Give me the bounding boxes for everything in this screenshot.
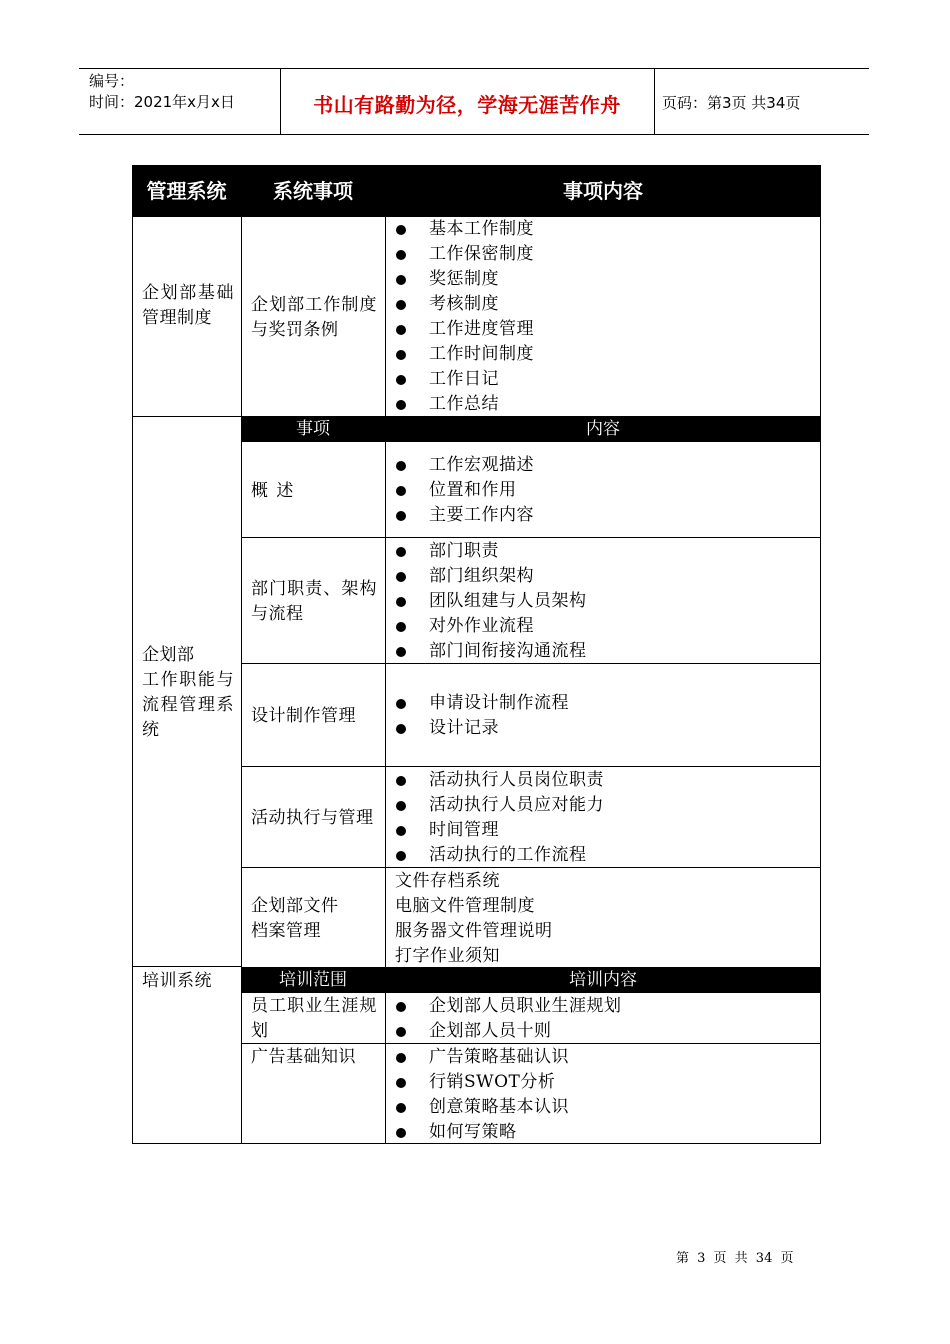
item-file-archive (251, 894, 377, 944)
item-line: 档案管理 (251, 921, 321, 941)
column-divider (385, 993, 386, 1144)
list-item: 团队组建与人员架构 (395, 589, 587, 614)
table-border-right (820, 165, 821, 1144)
column-divider (385, 442, 386, 967)
list-item: 位置和作用 (395, 478, 534, 503)
archive-list (395, 869, 553, 969)
list-item: 活动执行人员岗位职责 (395, 768, 604, 793)
column-divider (241, 217, 242, 1144)
list-item: 主要工作内容 (395, 503, 534, 528)
list-item: 企划部人员职业生涯规划 (395, 994, 622, 1019)
list-item: 电脑文件管理制度 (395, 896, 535, 916)
design-list (395, 691, 569, 741)
header-motto: 书山有路勤为径，学海无涯苦作舟 (313, 93, 621, 117)
list-item: 工作总结 (395, 392, 534, 417)
row-divider (241, 537, 821, 538)
system-training: 培训系统 (142, 971, 212, 991)
item-career-planning: 员工职业生涯规划 (251, 996, 377, 1041)
list-item: 工作宏观描述 (395, 453, 534, 478)
item-duties-structure: 部门职责、架构与流程 (251, 579, 377, 624)
item-design-management: 设计制作管理 (251, 706, 356, 726)
list-item: 考核制度 (395, 292, 534, 317)
list-item: 活动执行人员应对能力 (395, 793, 604, 818)
list-item: 工作日记 (395, 367, 534, 392)
list-item: 工作进度管理 (395, 317, 534, 342)
list-item: 打字作业须知 (395, 946, 500, 966)
subheader-item: 事项 (296, 419, 330, 439)
document-number-label: 编号： (89, 72, 135, 90)
subheader-training-scope: 培训范围 (279, 970, 347, 990)
row-divider (241, 766, 821, 767)
list-item: 工作时间制度 (395, 342, 534, 367)
list-item: 行销SWOT分析 (395, 1070, 569, 1095)
item-line: 企划部文件 (251, 896, 339, 916)
item-overview: 概 述 (251, 481, 294, 501)
document-date: 时间：2021年x月x日 (89, 93, 235, 111)
row-divider (132, 416, 241, 417)
system-line: 企划部 (142, 645, 195, 665)
page-footer: 第 3 页 共 34 页 (676, 1251, 794, 1266)
list-item: 文件存档系统 (395, 871, 500, 891)
list-item: 奖惩制度 (395, 267, 534, 292)
list-item: 企划部人员十则 (395, 1019, 622, 1044)
column-divider (385, 217, 386, 416)
list-item: 广告策略基础认识 (395, 1045, 569, 1070)
header-system-item: 系统事项 (273, 179, 353, 203)
list-item: 部门间衔接沟通流程 (395, 639, 587, 664)
system-functions-process (142, 643, 234, 743)
list-item: 工作保密制度 (395, 242, 534, 267)
system-line: 工作职能与流程管理系统 (142, 670, 234, 740)
header-management-system: 管理系统 (146, 179, 227, 203)
list-item: 设计记录 (395, 716, 569, 741)
list-item: 时间管理 (395, 818, 604, 843)
item-advertising-basics: 广告基础知识 (251, 1047, 356, 1067)
list-item: 部门组织架构 (395, 564, 587, 589)
list-item: 如何写策略 (395, 1120, 569, 1145)
item-work-rules: 企划部工作制度与奖罚条例 (251, 295, 377, 340)
career-list (395, 994, 622, 1044)
overview-list (395, 453, 534, 528)
item-event-execution: 活动执行与管理 (251, 808, 374, 828)
advertising-list (395, 1045, 569, 1145)
table-border-left (132, 165, 133, 1144)
subheader-content: 内容 (586, 419, 620, 439)
header-page-info: 页码：第3页 共34页 (662, 94, 801, 112)
list-item: 申请设计制作流程 (395, 691, 569, 716)
list-item: 创意策略基本认识 (395, 1095, 569, 1120)
event-list (395, 768, 604, 868)
header-item-content: 事项内容 (563, 179, 643, 203)
list-item: 基本工作制度 (395, 217, 534, 242)
list-item: 部门职责 (395, 539, 587, 564)
subheader-training-content: 培训内容 (569, 970, 637, 990)
list-item: 对外作业流程 (395, 614, 587, 639)
duties-list (395, 539, 587, 664)
row-divider (132, 966, 241, 967)
list-item: 服务器文件管理说明 (395, 921, 553, 941)
list-item: 活动执行的工作流程 (395, 843, 604, 868)
rules-list (395, 217, 534, 417)
system-basic-management: 企划部基础管理制度 (142, 283, 234, 328)
